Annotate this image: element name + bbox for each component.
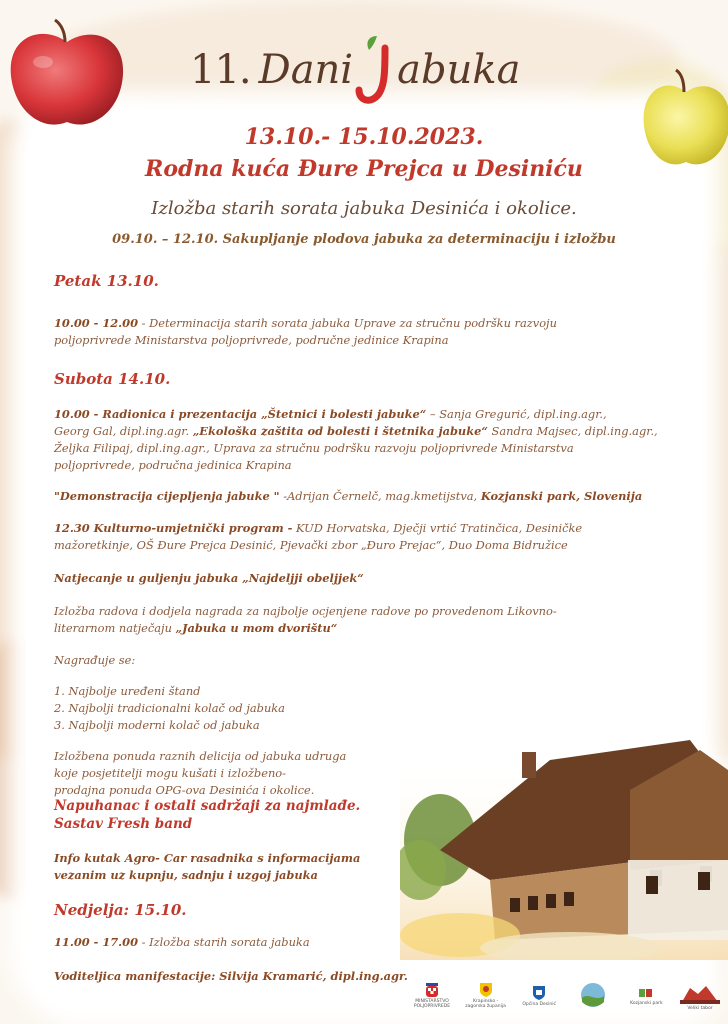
castle-icon xyxy=(680,982,720,1004)
event-subtitle: Izložba starih sorata jabuka Desinića i okolice. xyxy=(151,198,577,219)
logo-kozjanski-park xyxy=(624,987,668,1006)
title-apple-j xyxy=(355,30,395,110)
exhibit-line-1: Izložba radova i dodjela nagrada za najbolje ocjenjene radove po provedenom Likovno- xyxy=(54,604,557,618)
workshop-line-4: poljoprivrede, područna jedinica Krapina xyxy=(54,458,292,472)
logo-ministry xyxy=(410,983,454,1009)
sunday-item-time: 11.00 - 17.00 xyxy=(54,935,138,949)
kids-line: Napuhanac i ostali sadržaji za najmlađe. xyxy=(54,798,361,814)
logo-label: Kozjanski park xyxy=(630,1000,663,1006)
apple-leaf-icon xyxy=(355,30,395,110)
logo-badge xyxy=(571,982,615,1010)
county-shield-icon xyxy=(480,983,492,997)
park-leaf-icon xyxy=(639,987,653,999)
title-word-dani: Dani xyxy=(258,47,354,93)
award-item: 2. Najbolji tradicionalni kolač od jabuka xyxy=(54,701,285,715)
workshop-line-2 xyxy=(54,423,658,440)
demo-org: Kozjanski park, Slovenija xyxy=(480,489,643,503)
friday-item-text: - Determinacija starih sorata jabuka Uprave za stručnu podršku razvoju xyxy=(138,316,557,330)
program-performers-1: KUD Horvatska, Dječji vrtić Tratinčica, Desiničke xyxy=(292,521,583,535)
workshop-speaker-2: Georg Gal, dipl.ing.agr. xyxy=(54,424,193,438)
yellow-apple-icon xyxy=(640,66,728,170)
logo-municipality xyxy=(517,986,561,1007)
offer-line: koje posjetitelji mogu kušati i izložbeno- xyxy=(54,766,287,780)
award-item: 3. Najbolji moderni kolač od jabuka xyxy=(54,718,260,732)
croatian-coat-of-arms-icon xyxy=(426,983,438,997)
day-heading-friday: Petak 13.10. xyxy=(54,272,159,290)
sponsor-logos xyxy=(410,974,728,1018)
workshop-line-3: Željka Filipaj, dipl.ing.agr., Uprava za stručnu podršku razvoju poljoprivrede Ministarstva xyxy=(54,441,574,455)
round-badge-icon xyxy=(578,982,608,1008)
logo-label: MINISTARSTVO POLJOPRIVREDE xyxy=(413,999,451,1009)
day-heading-saturday: Subota 14.10. xyxy=(54,370,171,388)
workshop-speaker-1: – Sanja Gregurić, dipl.ing.agr., xyxy=(426,407,607,421)
award-item: 1. Najbolje uređeni štand xyxy=(54,684,201,698)
workshop-title-2: „Ekološka zaštita od bolesti i štetnika jabuke“ xyxy=(192,424,488,438)
event-venue: Rodna kuća Đure Prejca u Desiniću xyxy=(145,156,583,182)
title-word-abuka: abuka xyxy=(397,47,521,93)
title-letter-j xyxy=(355,30,356,31)
collection-note: 09.10. – 12.10. Sakupljanje plodova jabuka za determinaciju i izložbu xyxy=(112,232,616,247)
contest-line: Natjecanje u guljenju jabuka „Najdeljji obeljjek“ xyxy=(54,571,364,585)
logo-county xyxy=(464,983,508,1009)
friday-item-time: 10.00 - 12.00 xyxy=(54,316,138,330)
program-title: 12.30 Kulturno-umjetnički program - xyxy=(54,521,293,535)
program-line-1 xyxy=(54,520,582,537)
info-line-2: vezanim uz kupnju, sadnju i uzgoj jabuka xyxy=(54,868,318,882)
workshop-speaker-3: Sandra Majsec, dipl.ing.agr., xyxy=(487,424,658,438)
title-number: 11. xyxy=(190,47,251,93)
workshop-title: 10.00 - Radionica i prezentacija „Štetnici i bolesti jabuke“ xyxy=(54,407,427,421)
house-illustration xyxy=(400,730,728,960)
host-line: Voditeljica manifestacije: Silvija Kramarić, dipl.ing.agr. xyxy=(54,969,408,983)
offer-line: Izložbena ponuda raznih delicija od jabuka udruga xyxy=(54,749,347,763)
band-line: Sastav Fresh band xyxy=(54,816,193,832)
sunday-item-text: - Izložba starih sorata jabuka xyxy=(138,935,310,949)
red-apple-icon xyxy=(7,14,127,132)
friday-item-line-1 xyxy=(54,315,557,332)
exhibit-line-2 xyxy=(54,620,337,637)
event-title xyxy=(190,30,520,110)
offer-line: prodajna ponuda OPG-ova Desinića i okolice. xyxy=(54,783,315,797)
friday-item-line-2: poljoprivrede Ministarstva poljoprivrede, područne jedinice Krapina xyxy=(54,333,449,347)
demo-speaker: -Adrijan Černelč, mag.kmetijstva, xyxy=(279,489,481,503)
logo-label: Krapinsko - zagorska županija xyxy=(465,999,506,1009)
municipality-shield-icon xyxy=(533,986,545,1000)
event-dates: 13.10.- 15.10.2023. xyxy=(244,124,484,150)
logo-label: Općina Desinić xyxy=(522,1001,556,1007)
logo-veliki-tabor xyxy=(678,982,722,1011)
info-line-1: Info kutak Agro- Car rasadnika s informacijama xyxy=(54,851,361,865)
demo-line xyxy=(54,488,642,505)
workshop-line-1 xyxy=(54,406,607,423)
exhibit-text: literarnom natječaju xyxy=(54,621,176,635)
logo-label: Veliki tabor xyxy=(687,1005,713,1011)
awards-heading: Nagrađuje se: xyxy=(54,653,136,667)
program-line-2: mažoretkinje, OŠ Đure Prejca Desinić, Pjevački zbor „Đuro Prejac“, Duo Doma Bidružice xyxy=(54,538,568,552)
day-heading-sunday: Nedjelja: 15.10. xyxy=(54,901,187,919)
sunday-item xyxy=(54,934,310,951)
exhibit-contest-name: „Jabuka u mom dvorištu“ xyxy=(175,621,338,635)
demo-title: "Demonstracija cijepljenja jabuke " xyxy=(54,489,280,503)
